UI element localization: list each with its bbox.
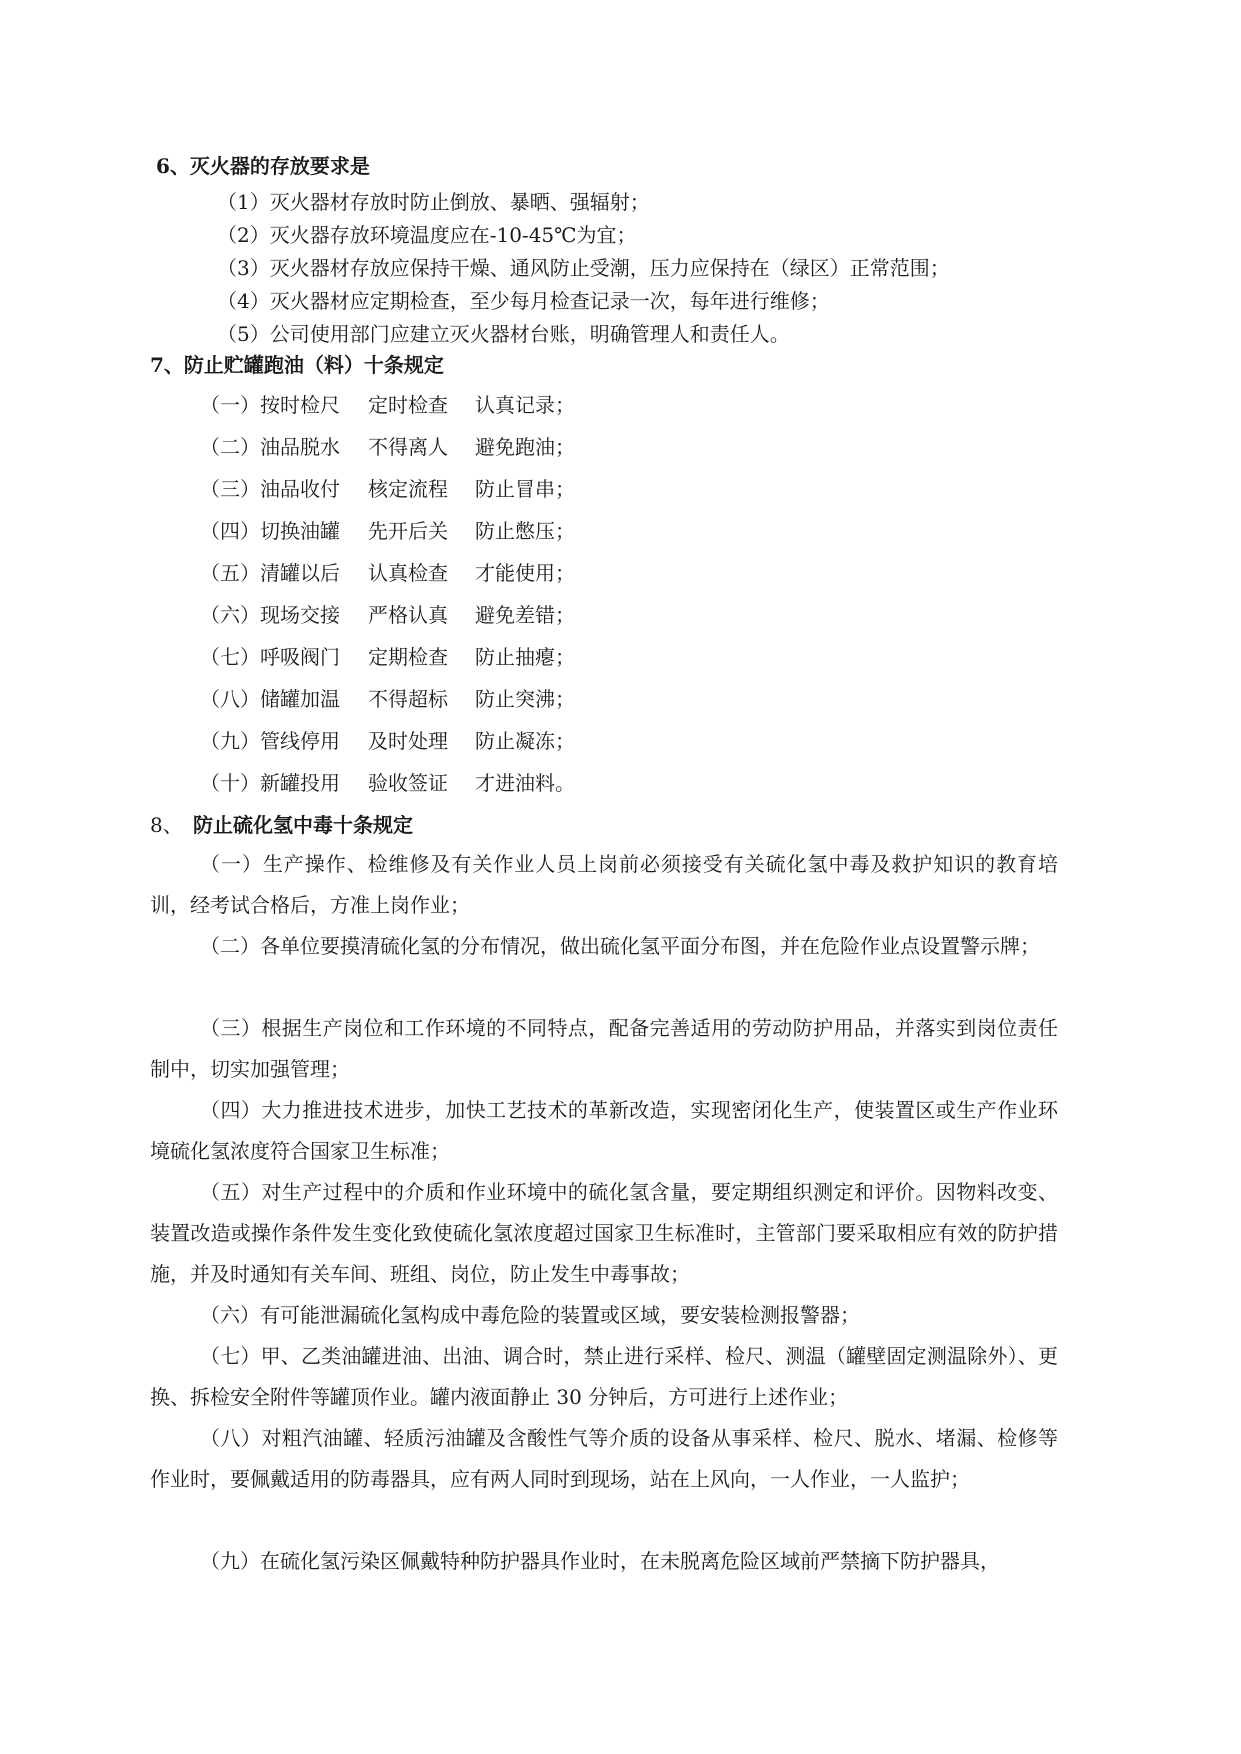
tank-rule-row xyxy=(200,560,575,586)
rule-item: （一）按时检尺 xyxy=(200,393,340,417)
rule-item: （四）切换油罐 xyxy=(200,519,340,543)
section-8-heading xyxy=(150,812,413,838)
rule-purpose: 认真记录； xyxy=(475,393,575,417)
tank-rule-row xyxy=(200,644,575,670)
tank-rule-row xyxy=(200,518,575,544)
rule-item: （三）油品收付 xyxy=(200,477,340,501)
section-6-item: （2）灭火器存放环境温度应在-10-45℃为宜； xyxy=(217,223,637,247)
section-6-item: （5）公司使用部门应建立灭火器材台账，明确管理人和责任人。 xyxy=(217,322,790,346)
rule-purpose: 才能使用； xyxy=(475,561,575,585)
rule-action: 严格认真 xyxy=(368,603,448,627)
rule-purpose: 防止抽瘪； xyxy=(475,645,575,669)
h2s-rule-paragraph: （四）大力推进技术进步，加快工艺技术的革新改造，实现密闭化生产，使装置区或生产作业环境硫化氢浓度符合国家卫生标准； xyxy=(150,1098,1058,1163)
tank-rule-row xyxy=(200,728,575,754)
rule-action: 定时检查 xyxy=(368,393,448,417)
rule-action: 定期检查 xyxy=(368,645,448,669)
section-6-heading: 6、灭火器的存放要求是 xyxy=(156,154,370,178)
rule-purpose: 避免跑油； xyxy=(475,435,575,459)
h2s-rule-paragraph: （二）各单位要摸清硫化氢的分布情况，做出硫化氢平面分布图，并在危险作业点设置警示牌； xyxy=(200,934,1040,958)
tank-rule-row xyxy=(200,770,575,796)
rule-item: （九）管线停用 xyxy=(200,729,340,753)
rule-action: 验收签证 xyxy=(368,771,448,795)
rule-purpose: 才进油料。 xyxy=(475,771,575,795)
section-6-item: （4）灭火器材应定期检查，至少每月检查记录一次，每年进行维修； xyxy=(217,289,830,313)
h2s-rule-paragraph: （七）甲、乙类油罐进油、出油、调合时，禁止进行采样、检尺、测温（罐壁固定测温除外）、更换、拆检安全附件等罐顶作业。罐内液面静止 30 分钟后，方可进行上述作业； xyxy=(150,1344,1058,1409)
tank-rule-row xyxy=(200,686,575,712)
section-7-heading: 7、防止贮罐跑油（料）十条规定 xyxy=(150,353,444,377)
rule-purpose: 防止冒串； xyxy=(475,477,575,501)
rule-item: （十）新罐投用 xyxy=(200,771,340,795)
h2s-rule-paragraph: （五）对生产过程中的介质和作业环境中的硫化氢含量，要定期组织测定和评价。因物料改变、装置改造或操作条件发生变化致使硫化氢浓度超过国家卫生标准时，主管部门要采取相应有效的防护措施，并及时通知有关车间、班组、岗位，防止发生中毒事故； xyxy=(150,1180,1058,1286)
section-8-number: 8、 xyxy=(150,813,183,837)
section-8-title: 防止硫化氢中毒十条规定 xyxy=(193,813,413,837)
rule-item: （六）现场交接 xyxy=(200,603,340,627)
tank-rule-row xyxy=(200,476,575,502)
rule-item: （八）储罐加温 xyxy=(200,687,340,711)
rule-action: 不得超标 xyxy=(368,687,448,711)
rule-purpose: 避免差错； xyxy=(475,603,575,627)
rule-item: （二）油品脱水 xyxy=(200,435,340,459)
rule-purpose: 防止憋压； xyxy=(475,519,575,543)
rule-action: 及时处理 xyxy=(368,729,448,753)
h2s-rule-paragraph: （九）在硫化氢污染区佩戴特种防护器具作业时，在未脱离危险区域前严禁摘下防护器具， xyxy=(200,1549,1000,1573)
rule-purpose: 防止突沸； xyxy=(475,687,575,711)
h2s-rule-paragraph: （三）根据生产岗位和工作环境的不同特点，配备完善适用的劳动防护用品，并落实到岗位责任制中，切实加强管理； xyxy=(150,1016,1058,1081)
h2s-rule-paragraph: （八）对粗汽油罐、轻质污油罐及含酸性气等介质的设备从事采样、检尺、脱水、堵漏、检修等作业时，要佩戴适用的防毒器具，应有两人同时到现场，站在上风向，一人作业，一人监护； xyxy=(150,1426,1058,1491)
rule-item: （五）清罐以后 xyxy=(200,561,340,585)
h2s-rule-paragraph: （一）生产操作、检维修及有关作业人员上岗前必须接受有关硫化氢中毒及救护知识的教育培训，经考试合格后，方准上岗作业； xyxy=(150,852,1058,917)
tank-rule-row xyxy=(200,602,575,628)
rule-purpose: 防止凝冻； xyxy=(475,729,575,753)
tank-rule-row xyxy=(200,434,575,460)
rule-action: 核定流程 xyxy=(368,477,448,501)
rule-action: 不得离人 xyxy=(368,435,448,459)
rule-item: （七）呼吸阀门 xyxy=(200,645,340,669)
section-6-item: （3）灭火器材存放应保持干燥、通风防止受潮，压力应保持在（绿区）正常范围； xyxy=(217,256,950,280)
h2s-rule-paragraph: （六）有可能泄漏硫化氢构成中毒危险的装置或区域，要安装检测报警器； xyxy=(200,1303,860,1327)
tank-rule-row xyxy=(200,392,575,418)
section-6-item: （1）灭火器材存放时防止倒放、暴晒、强辐射； xyxy=(217,190,650,214)
rule-action: 认真检查 xyxy=(368,561,448,585)
rule-action: 先开后关 xyxy=(368,519,448,543)
